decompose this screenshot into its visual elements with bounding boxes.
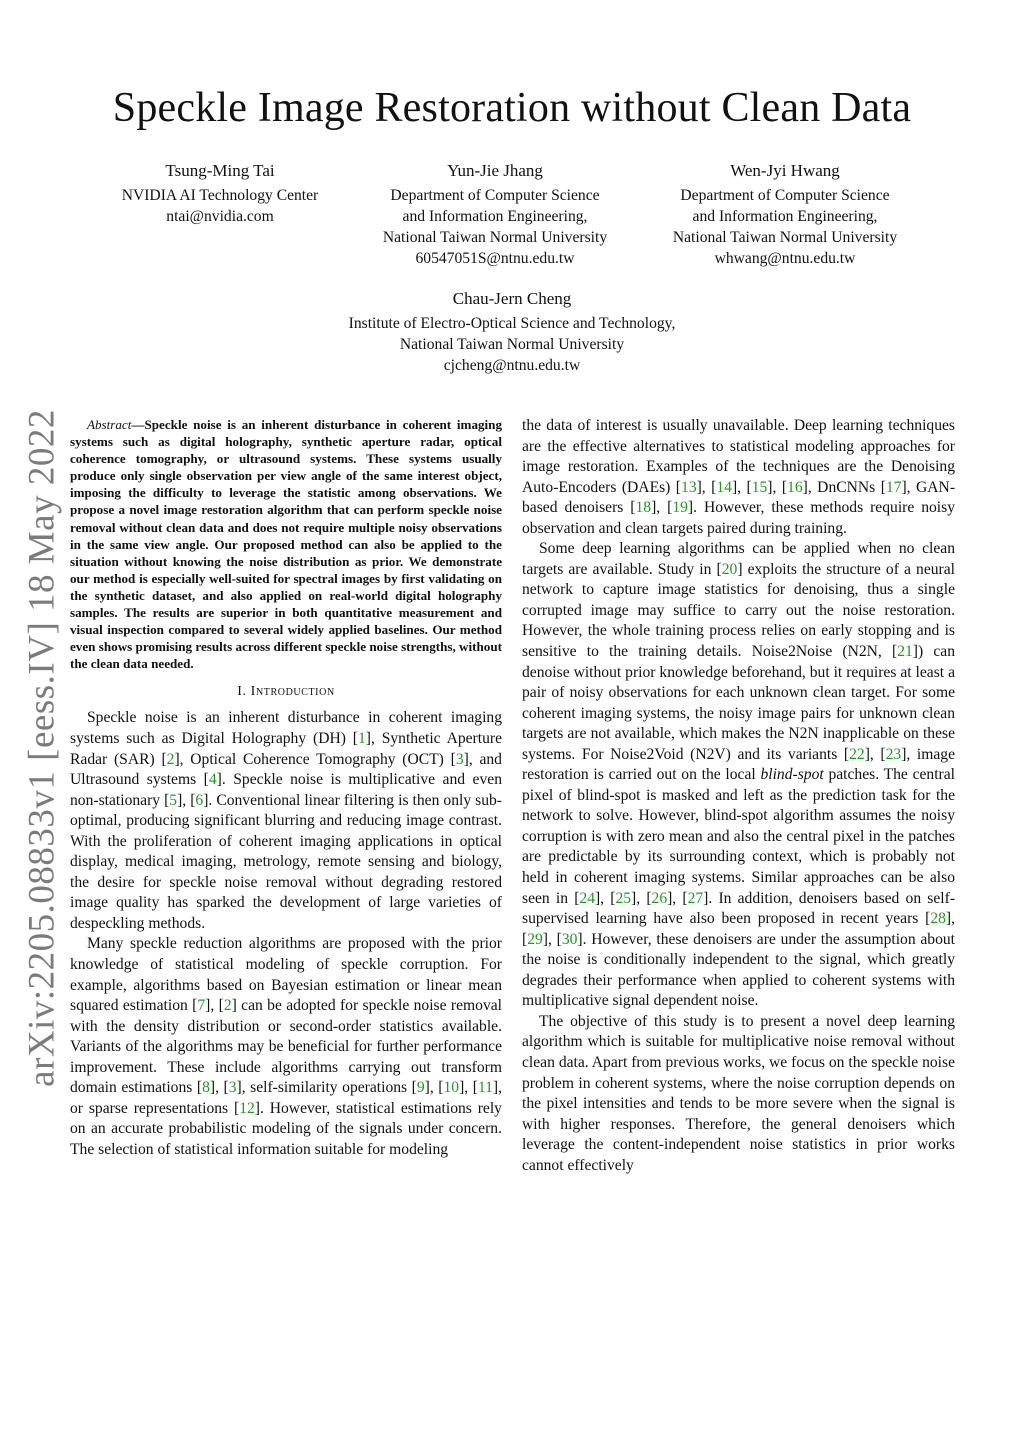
right-column: [522, 416, 955, 1176]
citation-link[interactable]: 4: [208, 771, 217, 789]
text-run: ], [: [424, 1079, 444, 1097]
author-affiliation: Department of Computer Science: [680, 187, 890, 204]
citation-link[interactable]: 14: [716, 478, 732, 496]
citation-link[interactable]: 21: [897, 643, 913, 661]
author-block-4: [262, 288, 762, 376]
text-run: ], Optical Coherence Tomography (OCT) [: [174, 750, 456, 768]
text-run: ], [: [731, 478, 752, 496]
text-run: ], [: [542, 930, 562, 948]
abstract-label: Abstract: [87, 417, 132, 432]
text-run: ]) can denoise without prior knowledge beforehand, but it requires at least a pair of noisy observations for each unknown clean target. For some coherent imaging systems, the noisy image pairs for unknown clean targets are not available, which makes the N2N inapplicable on these systems. For Noise2Void (N2V) and its variants [: [522, 643, 955, 763]
arxiv-identifier-text: arXiv:2205.08833v1 [eess.IV] 18 May 2022: [21, 409, 63, 1087]
body-paragraph: [522, 416, 955, 539]
citation-link[interactable]: 1: [357, 729, 366, 747]
text-run: ], [: [696, 478, 717, 496]
author-email: whwang@ntnu.edu.tw: [714, 250, 856, 267]
text-run: ] can be adopted for speckle noise removal with the density distribution or second-order statistics available. Variants of the algorithms may be beneficial for further performance improvement. These include algorithms carrying out transform domain estimations [: [70, 997, 503, 1097]
text-run: Many speckle reduction algorithms are proposed with the prior knowledge of statistical modeling of speckle corruption. For example, algorithms based on Bayesian estimation or linear mean squared estimation [: [70, 935, 502, 1015]
citation-link[interactable]: 3: [455, 750, 464, 768]
text-run: ], [: [767, 478, 788, 496]
text-run: ], [: [522, 910, 955, 948]
text-run: ], image restoration is carried out on the local: [522, 745, 955, 784]
citation-link[interactable]: 26: [651, 889, 668, 907]
author-block-1: [90, 160, 350, 227]
citation-link[interactable]: 9: [416, 1079, 425, 1097]
author-affiliation: and Information Engineering,: [402, 208, 588, 225]
citation-link[interactable]: 17: [885, 478, 902, 496]
text-run: ], self-similarity operations [: [236, 1079, 417, 1097]
text-run: Speckle noise is an inherent disturbance in coherent imaging systems such as Digital Holography (DH) [: [70, 709, 502, 747]
author-affiliation: NVIDIA AI Technology Center: [121, 187, 319, 204]
author-email: 60547051S@ntnu.edu.tw: [415, 250, 575, 267]
citation-link[interactable]: 18: [635, 499, 652, 517]
text-run: ], [: [667, 889, 688, 907]
citation-link[interactable]: 25: [615, 889, 632, 907]
text-run: ]. In addition, denoisers based on self-supervised learning have also been proposed in recent years [: [522, 889, 956, 928]
text-run: ], Synthetic Aperture Radar (SAR) [: [70, 729, 502, 768]
left-column: [70, 416, 502, 1160]
text-run: ], [: [205, 997, 224, 1015]
author-email: cjcheng@ntnu.edu.tw: [443, 357, 581, 374]
author-affiliation: National Taiwan Normal University: [399, 336, 625, 353]
citation-link[interactable]: 2: [223, 997, 232, 1015]
citation-link[interactable]: 20: [721, 560, 738, 578]
citation-link[interactable]: 28: [930, 910, 946, 928]
citation-link[interactable]: 6: [195, 791, 204, 809]
citation-link[interactable]: 7: [197, 997, 206, 1015]
citation-link[interactable]: 10: [443, 1079, 460, 1097]
body-paragraph: [70, 934, 502, 1160]
author-affiliation: National Taiwan Normal University: [672, 229, 898, 246]
emphasized-term: blind-spot: [760, 766, 824, 784]
citation-link[interactable]: 22: [849, 745, 865, 763]
text-run: ], [: [459, 1079, 478, 1097]
author-name: Wen-Jyi Hwang: [730, 161, 840, 180]
paper-title: Speckle Image Restoration without Clean Data: [112, 85, 912, 131]
text-run: ], and Ultrasound systems [: [70, 750, 502, 789]
author-name: Tsung-Ming Tai: [165, 161, 275, 180]
citation-link[interactable]: 12: [239, 1099, 255, 1117]
citation-link[interactable]: 3: [228, 1079, 237, 1097]
citation-link[interactable]: 2: [166, 750, 175, 768]
text-run: ]. Conventional linear filtering is then only sub-optimal, producing significant blurring and reducing image contrast. With the proliferation of coherent imaging applications in optical display, medical imaging, metrology, remote sensing and biology, the desire for speckle noise removal without degrading restored image quality has sparked the development of large varieties of despeckling methods.: [70, 791, 502, 932]
body-paragraph: [70, 708, 502, 934]
section-heading-introduction: I. Introduction: [237, 684, 335, 700]
text-run: ], [: [209, 1079, 229, 1097]
text-run: ]. However, statistical estimations rely on an accurate probabilistic modeling of the signals under concern. The selection of statistical information suitable for modeling: [70, 1099, 502, 1158]
citation-link[interactable]: 15: [751, 478, 768, 496]
text-run: ], [: [864, 745, 886, 763]
author-affiliation: Department of Computer Science: [390, 187, 600, 204]
text-run: ], DnCNNs [: [802, 478, 886, 496]
text-run: ], [: [594, 889, 616, 907]
abstract-text: —Speckle noise is an inherent disturbance in coherent imaging systems such as digital holography, synthetic aperture radar, optical coherence tomography, or ultrasound systems. These systems usually produce only single observation per view angle of the same interest object, imposing the difficulty to leverage the statistic among observations. We propose a novel image restoration algorithm that can perform speckle noise removal without clean data and does not require multiple noisy observations in the same view angle. Our proposed method can also be applied to the situation without knowing the noise distribution as prior. We demonstrate our method is especially well-suited for spectral images by first validating on the synthetic dataset, and also applied on real-world digital holography samples. The results are superior in both quantitative measurement and visual inspection compared to several widely applied baselines. Our method even shows promising results across different speckle noise strengths, without the clean data needed.: [70, 417, 502, 672]
body-paragraph: [522, 1012, 955, 1176]
citation-link[interactable]: 19: [672, 499, 688, 517]
text-run: ], [: [177, 791, 196, 809]
text-run: ], GAN-based denoisers [: [522, 478, 956, 517]
text-run: ] exploits the structure of a neural network to capture image statistics for denoising, thus a single corrupted image may suffice to carry out the noise restoration. However, the whole training process relies on early stopping and is sensitive to the training details. Noise2Noise (N2N, [: [522, 560, 955, 661]
citation-link[interactable]: 30: [561, 930, 578, 948]
author-affiliation: National Taiwan Normal University: [382, 229, 608, 246]
citation-link[interactable]: 24: [579, 889, 595, 907]
text-run: patches. The central pixel of blind-spot is masked and left as the prediction task for the network to solve. However, blind-spot algorithm assumes the noisy corruption is with zero mean and also the central pixel in the patches are predictable by its surrounding context, which is probably not held in coherent imaging systems. Similar approaches can be also seen in [: [522, 766, 955, 907]
author-name: Chau-Jern Cheng: [452, 289, 572, 308]
author-block-2: [355, 160, 635, 269]
citation-link[interactable]: 27: [687, 889, 704, 907]
text-run: Some deep learning algorithms can be applied when no clean targets are available. Study in [: [522, 540, 955, 578]
text-run: The objective of this study is to present a novel deep learning algorithm which is suitable for multiplicative noise removal without clean data. Apart from previous works, we focus on the speckle noise problem in coherent systems, where the noise corruption depends on the pixel intensities and tends to be more severe when the signal is with higher responses. Therefore, the general denoisers which leverage the content-independent noise statistics in prior works cannot effectively: [522, 1012, 955, 1174]
body-paragraph: [522, 539, 955, 1012]
author-email: ntai@nvidia.com: [166, 208, 274, 225]
citation-link[interactable]: 8: [202, 1079, 210, 1097]
text-run: ]. However, these methods require noisy observation and clean targets paired during training.: [522, 499, 956, 537]
text-run: ]. However, these denoisers are under the assumption about the noise is conditionally independent to the signal, which greatly degrades their performance when applied to coherent systems with multiplicative signal dependent noise.: [522, 930, 956, 1010]
author-block-3: [640, 160, 930, 269]
right-paragraphs: [522, 416, 955, 1176]
author-affiliation: Institute of Electro-Optical Science and Technology,: [348, 315, 676, 332]
citation-link[interactable]: 29: [527, 930, 543, 948]
citation-link[interactable]: 5: [169, 791, 178, 809]
text-run: ]. Speckle noise is multiplicative and even non-stationary [: [70, 771, 502, 809]
citation-link[interactable]: 13: [681, 478, 697, 496]
abstract: [70, 416, 502, 672]
citation-link[interactable]: 23: [885, 745, 902, 763]
author-affiliation: and Information Engineering,: [692, 208, 878, 225]
text-run: the data of interest is usually unavailable. Deep learning techniques are the effective alternatives to statistical modeling approaches for image restoration. Examples of the techniques are the Denoising Auto-Encoders (DAEs) [: [522, 417, 955, 496]
citation-link[interactable]: 16: [787, 478, 803, 496]
author-name: Yun-Jie Jhang: [447, 161, 543, 180]
text-run: ], or sparse representations [: [70, 1079, 502, 1117]
text-run: ], [: [631, 889, 652, 907]
citation-link[interactable]: 11: [477, 1079, 493, 1097]
left-paragraphs: [70, 708, 502, 1160]
text-run: ], [: [651, 499, 673, 517]
